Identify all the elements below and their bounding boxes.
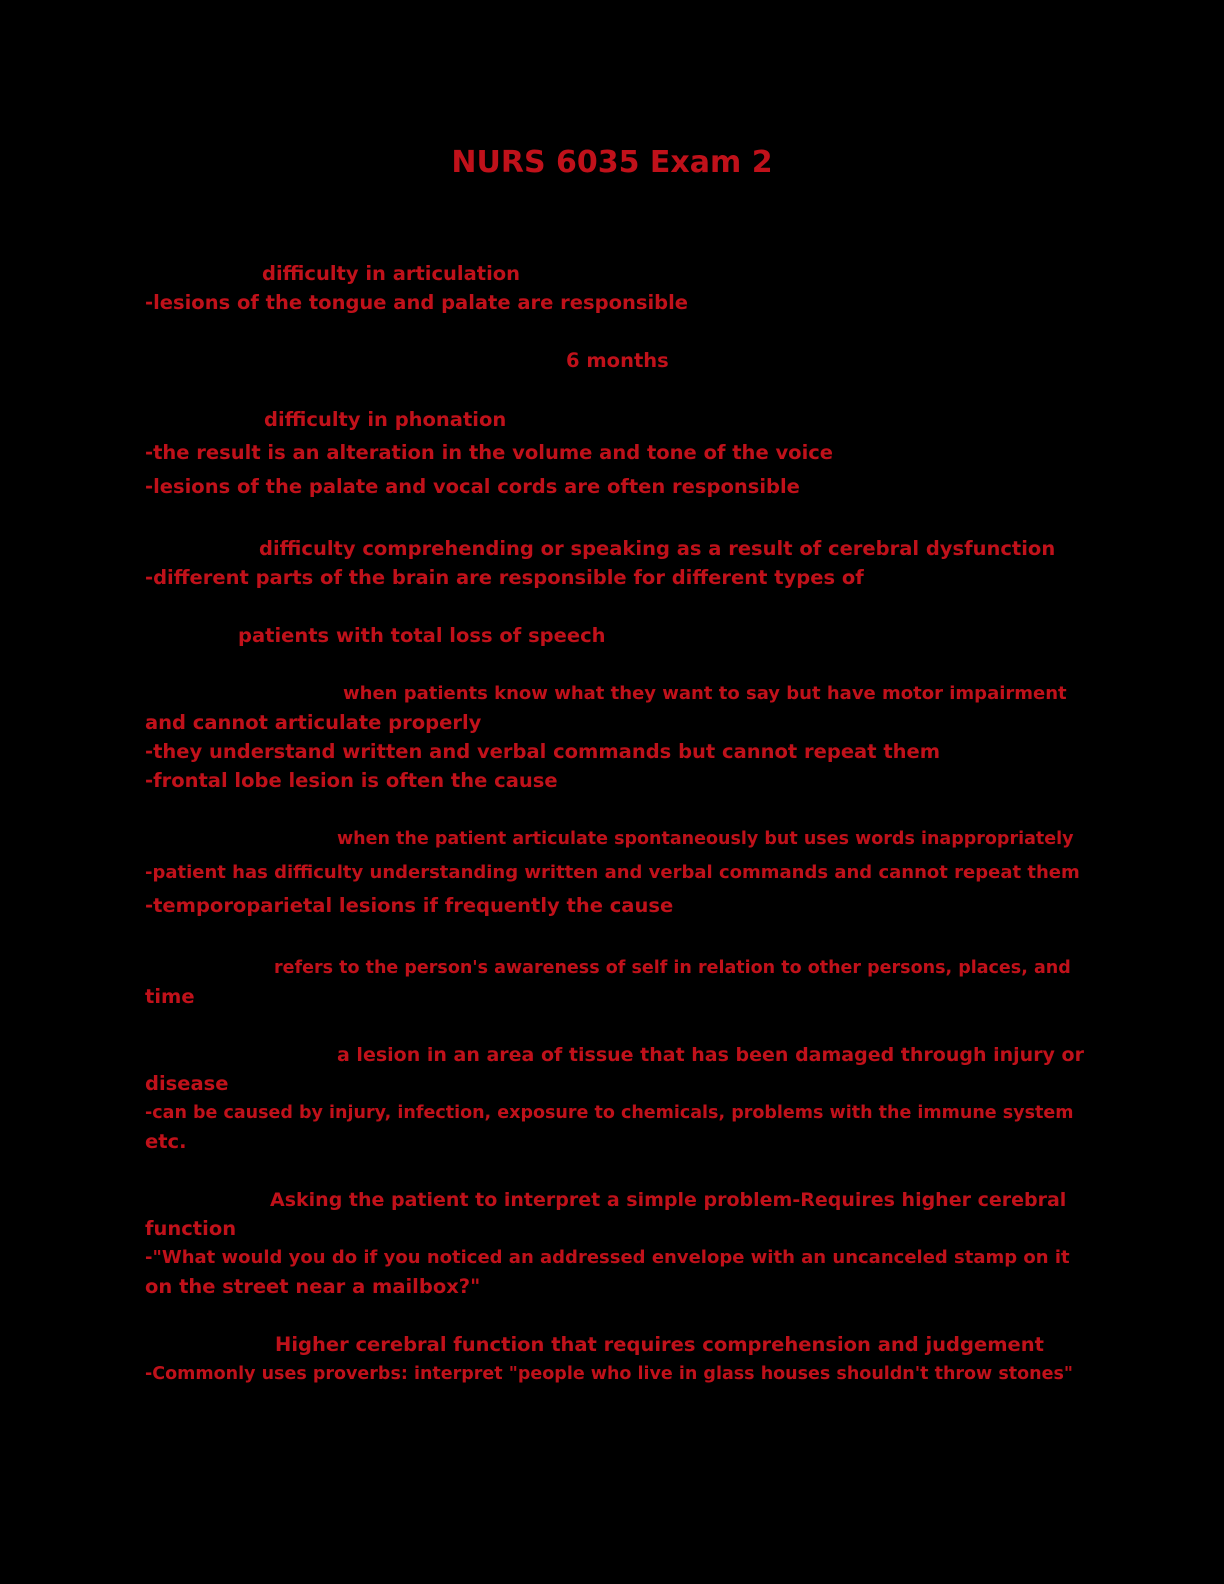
card-definition: difficulty in phonation — [264, 408, 507, 431]
card-note: on the street near a mailbox?" — [145, 1275, 481, 1298]
card-definition: patients with total loss of speech — [238, 624, 606, 647]
card-note: -can be caused by injury, infection, exposure to chemicals, problems with the immune system — [145, 1103, 1074, 1123]
card-definition-continuation: and cannot articulate properly — [145, 711, 482, 734]
card-definition: difficulty in articulation — [262, 262, 521, 285]
card-note: -frontal lobe lesion is often the cause — [145, 769, 558, 792]
card-definition: a lesion in an area of tissue that has been damaged through injury or — [337, 1044, 1084, 1066]
card-definition: difficulty comprehending or speaking as a result of cerebral dysfunction — [259, 537, 1056, 560]
card-note: -lesions of the tongue and palate are responsible — [145, 291, 689, 314]
document-title: NURS 6035 Exam 2 — [451, 145, 773, 180]
card-note: -patient has difficulty understanding written and verbal commands and cannot repeat them — [145, 862, 1080, 883]
card-definition: refers to the person's awareness of self in relation to other persons, places, and — [274, 958, 1071, 978]
card-definition: Higher cerebral function that requires comprehension and judgement — [275, 1333, 1044, 1356]
card-definition: 6 months — [566, 349, 669, 372]
card-definition: Asking the patient to interpret a simple problem-Requires higher cerebral — [270, 1189, 1067, 1211]
card-note: -they understand written and verbal commands but cannot repeat them — [145, 740, 941, 763]
card-definition-continuation: time — [145, 985, 195, 1008]
card-note: -Commonly uses proverbs: interpret "people who live in glass houses shouldn't throw stones" — [145, 1364, 1073, 1384]
card-note: -temporoparietal lesions if frequently the cause — [145, 894, 674, 917]
card-definition-continuation: disease — [145, 1072, 229, 1095]
card-note: etc. — [145, 1130, 187, 1153]
card-definition: when patients know what they want to say but have motor impairment — [343, 683, 1067, 704]
card-note: -the result is an alteration in the volume and tone of the voice — [145, 441, 834, 464]
card-definition-continuation: function — [145, 1217, 237, 1240]
card-note: -lesions of the palate and vocal cords are often responsible — [145, 475, 800, 498]
card-definition: when the patient articulate spontaneously but uses words inappropriately — [337, 829, 1074, 849]
card-note: -"What would you do if you noticed an addressed envelope with an uncanceled stamp on it — [145, 1247, 1070, 1268]
card-note: -different parts of the brain are responsible for different types of — [145, 566, 864, 589]
